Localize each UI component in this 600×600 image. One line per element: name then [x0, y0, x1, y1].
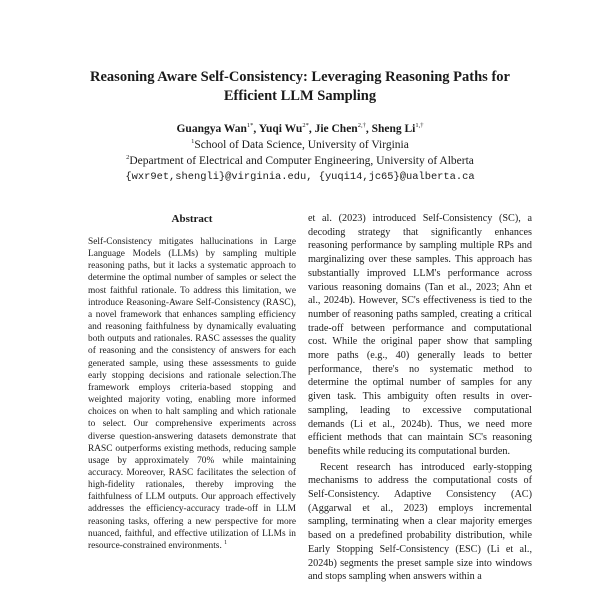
author-name: Sheng Li [371, 123, 416, 135]
title-line-1: Reasoning Aware Self-Consistency: Leveraging Reasoning Paths for [90, 69, 510, 85]
affiliation-1 [40, 137, 560, 153]
affiliation-mark: 1 [191, 138, 195, 145]
abstract-column [88, 236, 296, 552]
author-emails: {wxr9et,shengli}@virginia.edu, {yuqi14,jc65}@ualberta.ca [125, 171, 475, 183]
author-block [40, 121, 560, 185]
author-affil-mark: 2,† [357, 122, 366, 129]
abstract-heading: Abstract [171, 213, 213, 225]
author-name: Yuqi Wu [258, 123, 303, 135]
author-separator: , [308, 123, 315, 135]
body-paragraph: Recent research has introduced early-stopping mechanisms to address the computational costs of Self-Consistency. Adaptive Consistency (AC) (Aggarwal et al., 2023) employs incremental sampling, terminating when a clear majority emerges based on a predefined probability distribution, while Early Stopping Self-Consistency (ESC) (Li et al., 2024b) segments the preset sample size into windows and stops sampling when answers within a [308, 461, 532, 583]
author-affil-mark: 2* [302, 122, 309, 129]
affiliation-2 [40, 153, 560, 169]
footnote-mark: 1 [224, 539, 228, 546]
affiliation-text: School of Data Science, University of Virginia [194, 139, 409, 151]
author-separator: , [365, 123, 372, 135]
author-names [40, 121, 560, 137]
body-paragraph: et al. (2023) introduced Self-Consistency (SC), a decoding strategy that significantly enhances reasoning performance by sampling multiple RPs and marginalizing over these samples. This approach has substantially improved LLM's performance across various reasoning domains (Tan et al., 2023; Ahn et al., 2024b). However, SC's effectiveness is tied to the number of reasoning paths sampled, creating a critical trade-off between performance and computational cost. While the original paper show that sampling more paths (e.g., 40) generally leads to better performance, there's no systematic method to determine the optimal number of samples for any given task. This ambiguity often results in over-sampling, leading to excessive computational demands (Li et al., 2024b). Thus, we need more efficient methods that can maintain SC's reasoning benefits while reducing its computational burden. [308, 213, 532, 457]
abstract-body: Self-Consistency mitigates hallucinations in Large Language Models (LLMs) by sampling multiple reasoning paths, but it lacks a systematic approach to determine the optimal number of samples or select the most faithful rationale. To address this limitation, we introduce Reasoning-Aware Self-Consistency (RASC), a novel framework that enhances sampling efficiency and reasoning faithfulness by dynamically evaluating both outputs and rationales. RASC assesses the quality of reasoning and the consistency of answers for each generated sample, using these assessments to guide early stopping decisions and rationale selection.The framework employs criteria-based stopping and weighted majority voting, enabling more informed choices on when to halt sampling and which rationale to select. Our comprehensive experiments across diverse question-answering datasets demonstrate that RASC outperforms existing methods, reducing sample usage by approximately 70% while maintaining accuracy. Moreover, RASC facilitates the selection of high-fidelity rationales, thereby improving the faithfulness of LLM outputs. Our approach effectively addresses the efficiency-accuracy trade-off in LLM reasoning tasks, offering a new perspective for more nuanced, faithful, and effective utilization of LLMs in resource-constrained environments. [88, 237, 296, 551]
author-affil-mark: 1,† [415, 122, 424, 129]
author-affil-mark: 1* [246, 122, 254, 129]
author-name: Guangya Wan [176, 123, 247, 135]
affiliation-text: Department of Electrical and Computer Engineering, University of Alberta [129, 155, 474, 167]
paper-title [40, 68, 560, 106]
affiliation-mark: 2 [126, 154, 130, 161]
body-column-right [308, 212, 532, 584]
author-separator: , [253, 123, 259, 135]
title-line-2: Efficient LLM Sampling [223, 88, 377, 104]
author-name: Jie Chen [314, 123, 358, 135]
